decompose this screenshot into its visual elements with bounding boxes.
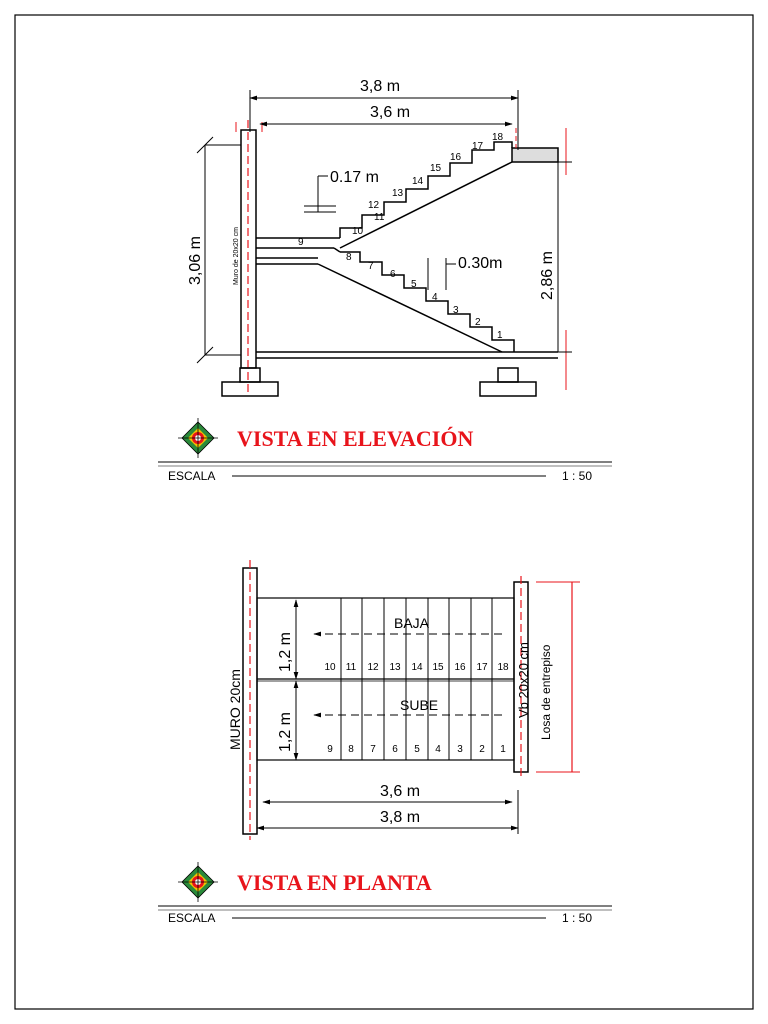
plan-inner-length: 3,6 m — [380, 783, 421, 800]
drawing-logo-icon — [178, 418, 218, 458]
svg-text:15: 15 — [430, 163, 442, 174]
svg-text:4: 4 — [432, 292, 438, 303]
elevation-title-block — [158, 418, 612, 483]
elevation-wall — [241, 130, 256, 368]
svg-text:12: 12 — [368, 200, 380, 211]
plan-step-number-3: 3 — [457, 744, 463, 755]
elevation-total-height: 3,06 m — [187, 236, 204, 285]
riser-dimension: 0.17 m — [330, 169, 379, 186]
svg-text:14: 14 — [412, 176, 424, 187]
plan-step-number-12: 12 — [367, 662, 379, 673]
upper-slab — [512, 148, 558, 162]
plan-step-number-1: 1 — [500, 744, 506, 755]
plan-step-number-15: 15 — [432, 662, 444, 673]
elevation-upper-height: 2,86 m — [539, 251, 556, 300]
svg-text:8: 8 — [346, 252, 352, 263]
elevation-title: VISTA EN ELEVACIÓN — [237, 426, 474, 451]
svg-text:16: 16 — [450, 152, 462, 163]
svg-text:7: 7 — [368, 261, 374, 272]
svg-text:11: 11 — [374, 212, 385, 223]
svg-text:1: 1 — [497, 330, 503, 341]
svg-text:18: 18 — [492, 132, 504, 143]
left-footing — [222, 382, 278, 396]
svg-text:5: 5 — [411, 279, 417, 290]
plan-slab-label: Losa de entrepiso — [539, 644, 553, 740]
left-footing-stem — [240, 368, 260, 382]
right-footing — [480, 382, 536, 396]
plan-total-length: 3,8 m — [380, 809, 421, 826]
plan-width-top: 1,2 m — [277, 631, 294, 672]
plan-step-number-2: 2 — [479, 744, 485, 755]
svg-text:17: 17 — [472, 141, 484, 152]
plan-step-number-13: 13 — [389, 662, 401, 673]
plan-scale-label: ESCALA — [168, 911, 216, 925]
plan-step-number-17: 17 — [476, 662, 488, 673]
plan-step-number-9: 9 — [327, 744, 333, 755]
plan-step-number-7: 7 — [370, 744, 376, 755]
plan-title-block — [158, 862, 612, 925]
elevation-scale-label: ESCALA — [168, 469, 216, 483]
plan-step-number-16: 16 — [454, 662, 466, 673]
plan-scale-value: 1 : 50 — [562, 911, 593, 925]
plan-wall-label: MURO 20cm — [227, 669, 243, 750]
tread-dimension: 0.30m — [458, 255, 503, 272]
plan-down-label: BAJA — [394, 615, 430, 631]
sheet-border — [15, 15, 753, 1009]
plan-beam-label: Vb 20x20 cm — [516, 642, 531, 718]
plan-step-number-11: 11 — [345, 662, 357, 673]
upper-flight-steps — [340, 142, 512, 238]
plan-step-number-14: 14 — [411, 662, 423, 673]
svg-text:9: 9 — [298, 237, 304, 248]
elevation-scale-value: 1 : 50 — [562, 469, 593, 483]
svg-text:10: 10 — [352, 226, 364, 237]
elevation-wall-label: Muro de 20x20 cm — [233, 227, 240, 285]
svg-text:2: 2 — [475, 317, 481, 328]
plan-title: VISTA EN PLANTA — [237, 870, 432, 895]
plan-step-number-8: 8 — [348, 744, 354, 755]
plan-width-bottom: 1,2 m — [277, 711, 294, 752]
svg-text:6: 6 — [390, 269, 396, 280]
plan-up-label: SUBE — [400, 697, 439, 713]
drawing-logo-icon — [178, 862, 218, 902]
plan-step-number-4: 4 — [435, 744, 441, 755]
plan-step-number-18: 18 — [497, 662, 509, 673]
plan-step-number-5: 5 — [414, 744, 420, 755]
right-footing-stem — [498, 368, 518, 382]
svg-text:3: 3 — [453, 305, 459, 316]
plan-step-number-10: 10 — [324, 662, 336, 673]
elevation-view — [187, 78, 572, 396]
svg-text:13: 13 — [392, 188, 404, 199]
plan-step-number-6: 6 — [392, 744, 398, 755]
plan-view — [227, 560, 580, 840]
elevation-total-width: 3,8 m — [360, 78, 401, 95]
elevation-inner-width: 3,6 m — [370, 104, 411, 121]
